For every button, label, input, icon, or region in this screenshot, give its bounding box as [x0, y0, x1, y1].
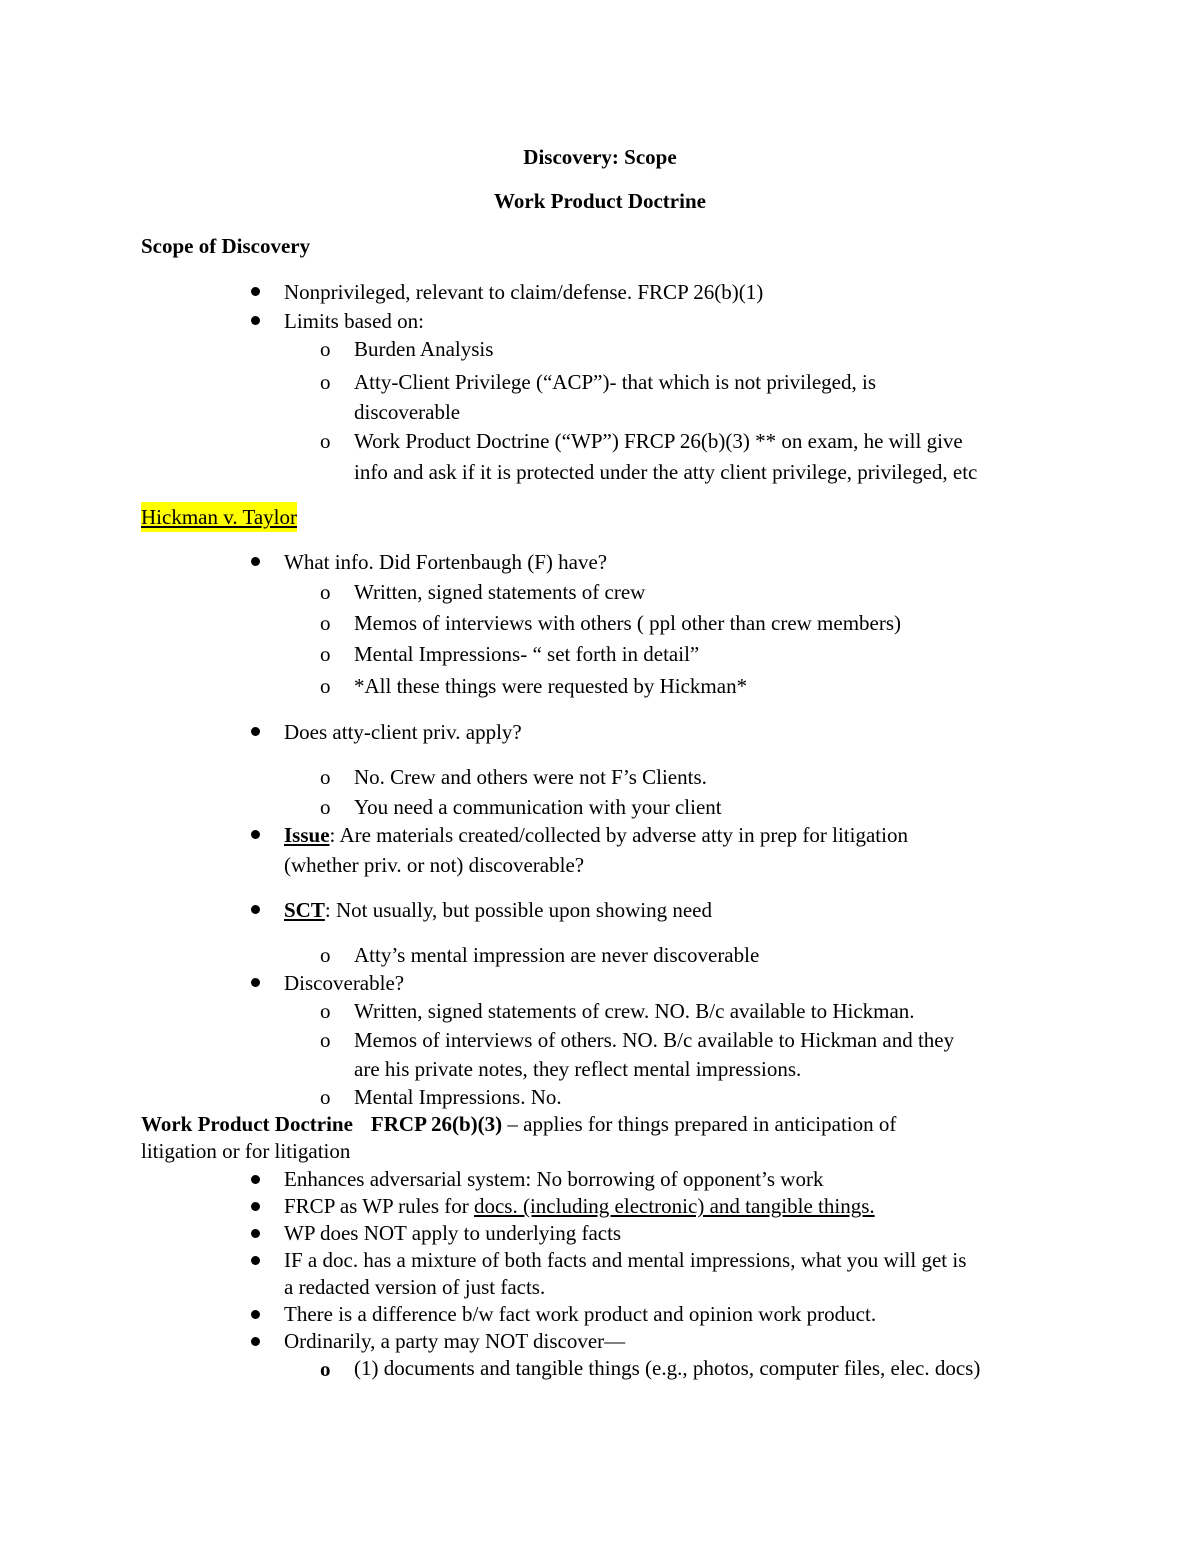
bullet-icon [251, 1310, 260, 1319]
issue-text: : Are materials created/collected by adverse atty in prep for litigation [329, 823, 908, 847]
w2-text: FRCP as WP rules for [284, 1194, 474, 1218]
bullet-icon [251, 287, 260, 296]
sub-bullet-icon: o [320, 1085, 331, 1109]
sub-list-item-cont: discoverable [354, 400, 461, 424]
sub-bullet-icon: o [320, 765, 331, 789]
sub-list-item: Atty-Client Privilege (“ACP”)- that which is not privileged, is [354, 370, 876, 394]
sub-list-item: Written, signed statements of crew. NO. B/c available to Hickman. [354, 999, 915, 1023]
sub-list-item: Memos of interviews with others ( ppl other than crew members) [354, 611, 902, 635]
wpd-text: – applies for things prepared in anticipation of [502, 1112, 897, 1136]
sub-bullet-icon: o [320, 795, 331, 819]
sub-list-item-cont: info and ask if it is protected under the atty client privilege, privileged, etc [354, 460, 978, 484]
sub-bullet-icon: o [320, 999, 331, 1023]
bullet-icon [251, 978, 260, 987]
list-item: WP does NOT apply to underlying facts [284, 1221, 622, 1245]
bullet-icon [251, 1175, 260, 1184]
bullet-icon [251, 557, 260, 566]
list-item: Enhances adversarial system: No borrowing of opponent’s work [284, 1167, 824, 1191]
list-item: Nonprivileged, relevant to claim/defense. FRCP 26(b)(1) [284, 280, 764, 304]
sub-list-item-cont: are his private notes, they reflect mental impressions. [354, 1057, 802, 1081]
bullet-icon [251, 1202, 260, 1211]
sub-bullet-icon: o [320, 337, 331, 361]
sub-bullet-icon: o [320, 370, 331, 394]
section-heading-scope: Scope of Discovery [141, 234, 311, 258]
sub-list-item: Mental Impressions. No. [354, 1085, 562, 1109]
list-item: IF a doc. has a mixture of both facts and mental impressions, what you will get is [284, 1248, 967, 1272]
list-item: Discoverable? [284, 971, 405, 995]
issue-label: Issue [284, 823, 330, 847]
wpd-label: Work Product Doctrine [141, 1112, 353, 1136]
sub-list-item: No. Crew and others were not F’s Clients. [354, 765, 707, 789]
wpd-rule: FRCP 26(b)(3) [370, 1112, 503, 1136]
sub-list-item: Mental Impressions- “ set forth in detail” [354, 642, 700, 666]
sub-bullet-icon: o [320, 611, 331, 635]
sub-list-item: Memos of interviews of others. NO. B/c available to Hickman and they [354, 1028, 955, 1052]
sub-bullet-icon: o [320, 429, 331, 453]
sub-bullet-icon: o [320, 943, 331, 967]
sub-list-item: You need a communication with your client [354, 795, 722, 819]
bullet-icon [251, 1256, 260, 1265]
sub-list-item: Work Product Doctrine (“WP”) FRCP 26(b)(3) ** on exam, he will give [354, 429, 963, 453]
bullet-icon [251, 727, 260, 736]
list-item-sct [284, 895, 712, 925]
bullet-icon [251, 1337, 260, 1346]
list-item-cont: (whether priv. or not) discoverable? [284, 853, 585, 877]
sub-bullet-icon: o [320, 580, 331, 604]
wpd-intro [141, 1109, 896, 1139]
sub-bullet-icon: o [320, 1028, 331, 1052]
sub-list-item: (1) documents and tangible things (e.g., photos, computer files, elec. docs) [354, 1356, 981, 1380]
document-subtitle: Work Product Doctrine [494, 189, 706, 213]
list-item: What info. Did Fortenbaugh (F) have? [284, 550, 608, 574]
sub-list-item: Written, signed statements of crew [354, 580, 646, 604]
list-item [284, 1191, 875, 1221]
sub-bullet-icon: o [320, 1357, 331, 1381]
sub-list-item: Atty’s mental impression are never discoverable [354, 943, 760, 967]
list-item: Limits based on: [284, 309, 424, 333]
case-heading-hickman: Hickman v. Taylor [141, 502, 297, 532]
wpd-intro-cont: litigation or for litigation [141, 1139, 351, 1163]
bullet-icon [251, 905, 260, 914]
sub-bullet-icon: o [320, 674, 331, 698]
bullet-icon [251, 1229, 260, 1238]
list-item: There is a difference b/w fact work product and opinion work product. [284, 1302, 877, 1326]
list-item-issue [284, 820, 908, 850]
list-item: Does atty-client priv. apply? [284, 720, 522, 744]
sub-list-item: *All these things were requested by Hickman* [354, 674, 748, 698]
sub-list-item: Burden Analysis [354, 337, 494, 361]
bullet-icon [251, 830, 260, 839]
sub-bullet-icon: o [320, 642, 331, 666]
list-item-cont: a redacted version of just facts. [284, 1275, 546, 1299]
sct-text: : Not usually, but possible upon showing need [324, 898, 712, 922]
w2-underlined: docs. (including electronic) and tangible things. [473, 1194, 875, 1218]
sct-label: SCT [284, 898, 325, 922]
bullet-icon [251, 316, 260, 325]
document-title: Discovery: Scope [523, 145, 677, 169]
list-item: Ordinarily, a party may NOT discover— [284, 1329, 626, 1353]
